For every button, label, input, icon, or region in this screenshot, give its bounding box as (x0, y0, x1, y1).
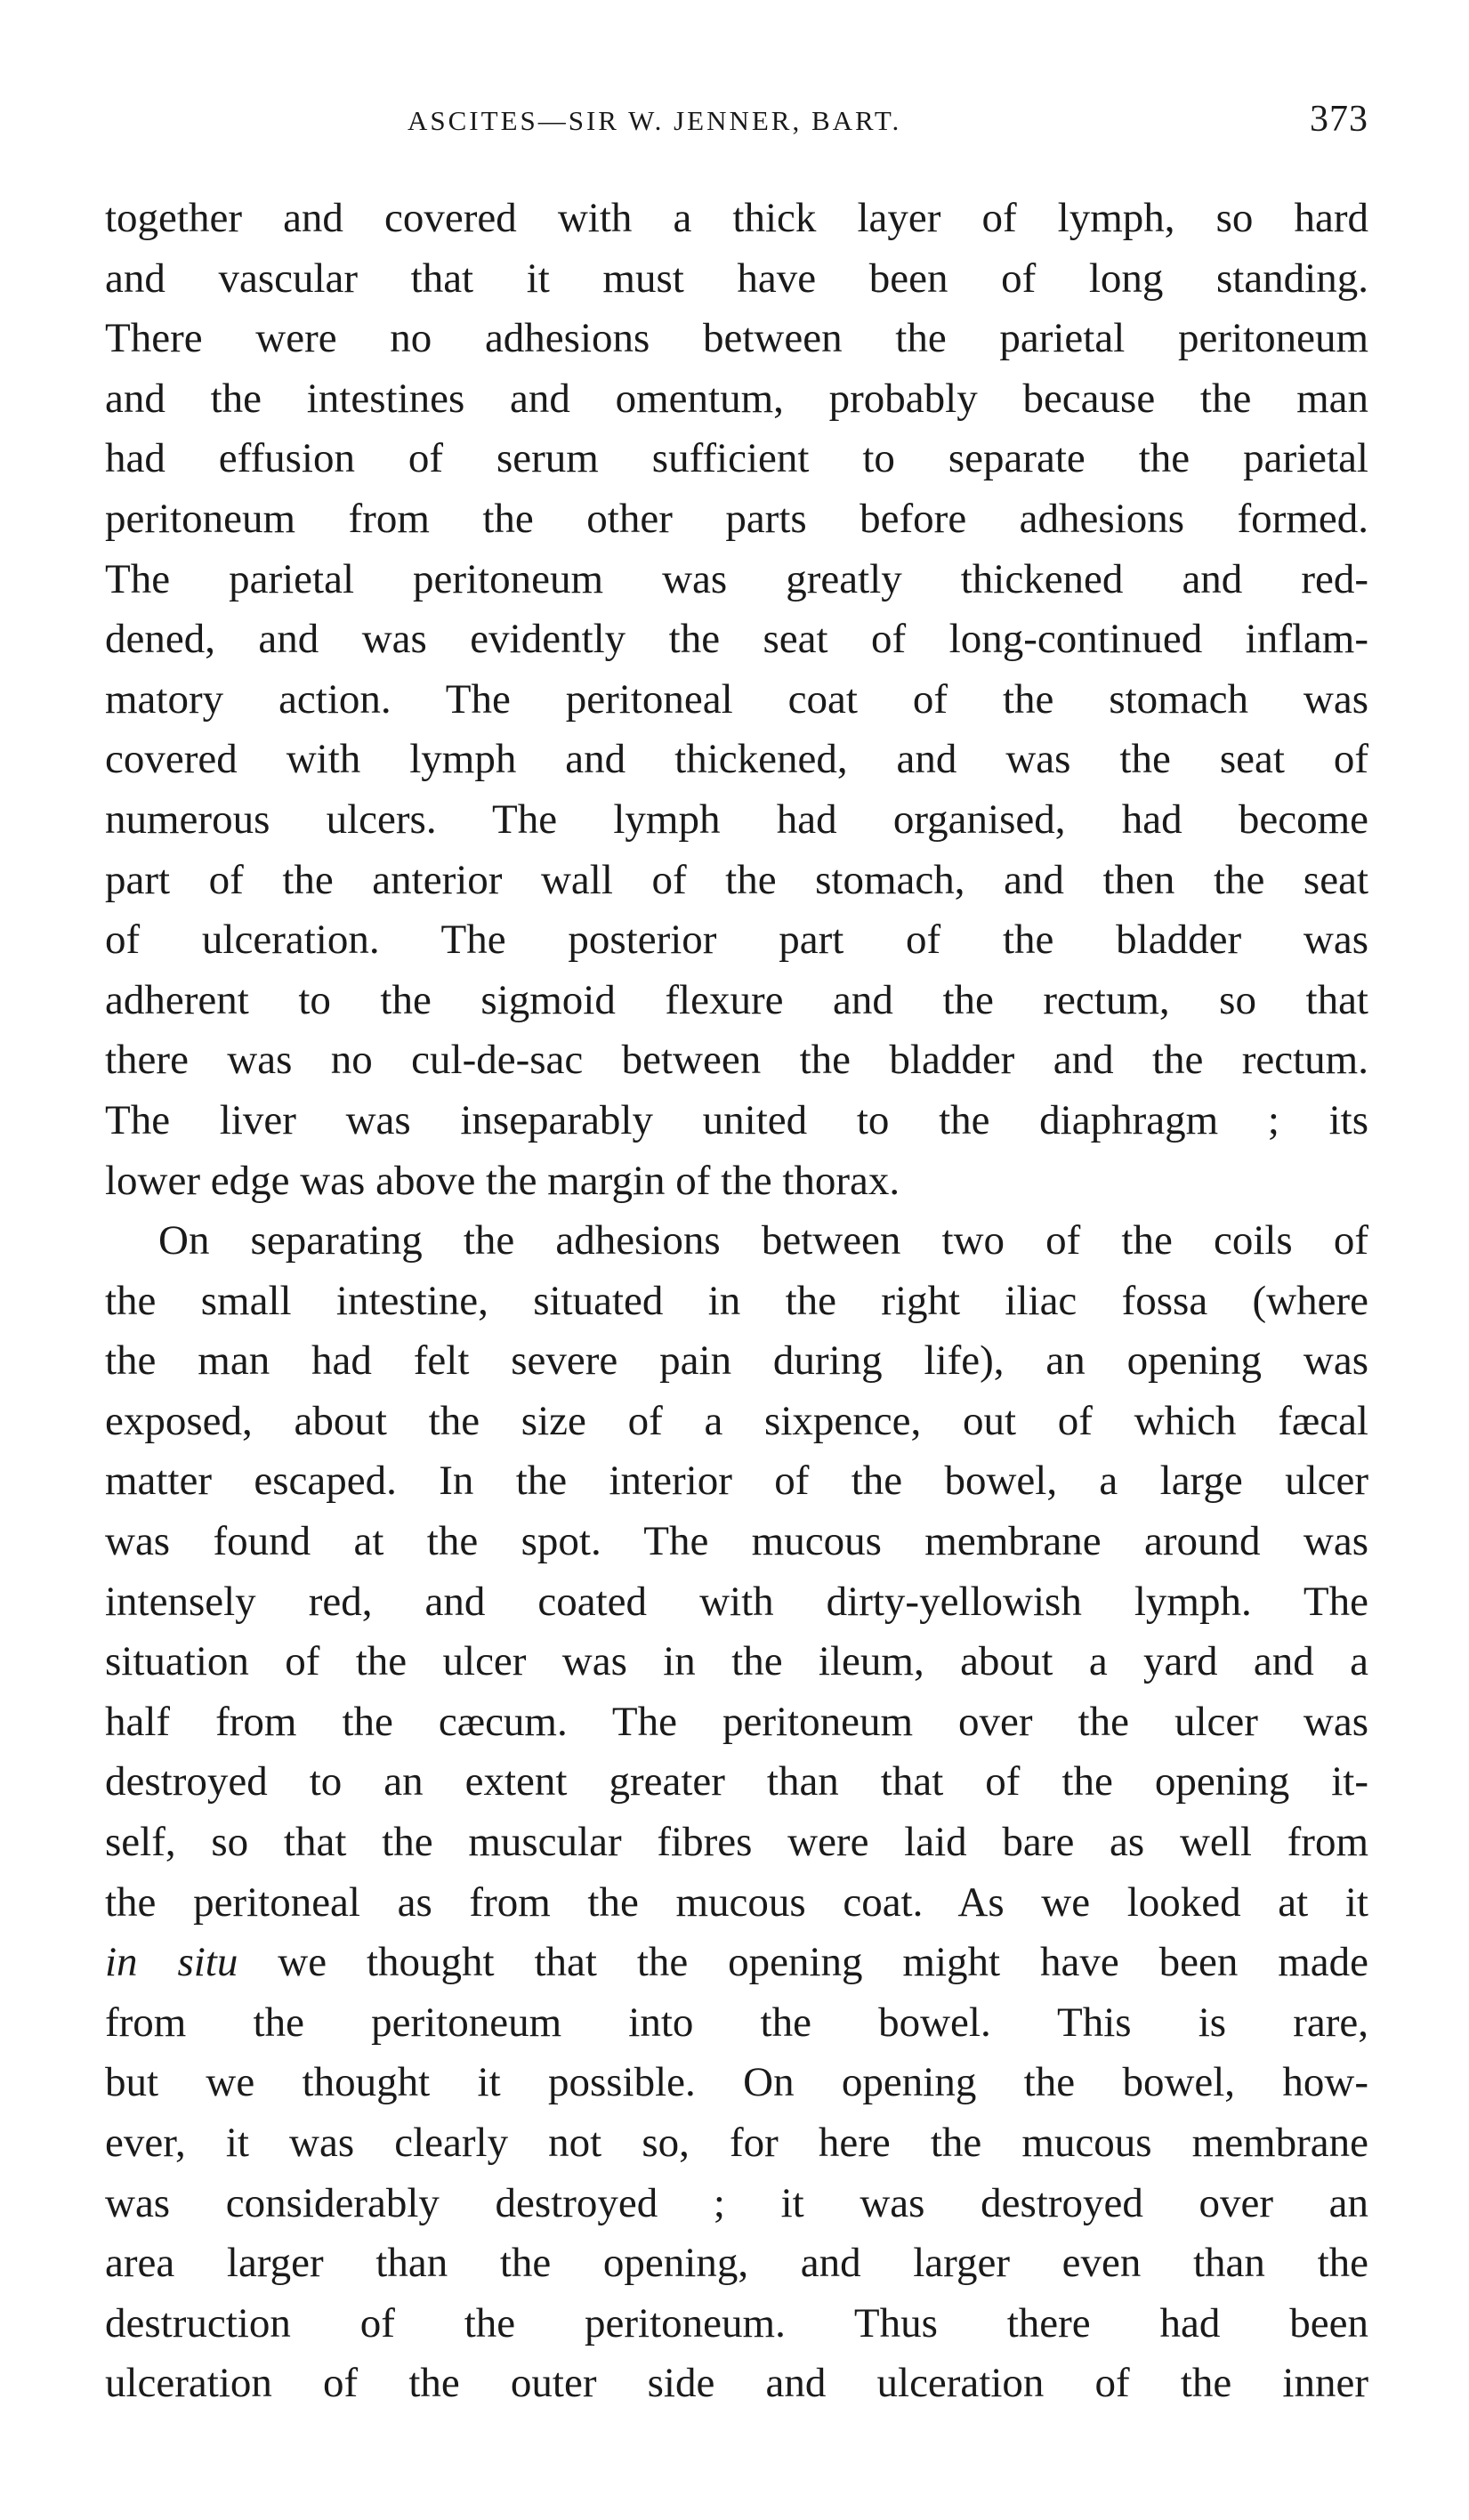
text-line: was considerably destroyed ; it was destroyed over an (105, 2179, 1368, 2226)
text-line: exposed, about the size of a sixpence, out of which fæcal (105, 1397, 1368, 1444)
text-line: self, so that the muscular fibres were laid bare as well from (105, 1819, 1368, 1866)
text-line: together and covered with a thick layer of lymph, so hard (105, 195, 1368, 241)
text-line: of ulceration. The posterior part of the bladder was (105, 917, 1368, 964)
body-text (105, 189, 1368, 2414)
text-line: peritoneum from the other parts before adhesions formed. (105, 495, 1368, 542)
text-line: intensely red, and coated with dirty-yellowish lymph. The (105, 1578, 1368, 1625)
text-line: lower edge was above the margin of the thorax. (105, 1157, 900, 1204)
text-line-rest: we thought that the opening might have been made (278, 1939, 1368, 1986)
text-line: had effusion of serum sufficient to separate the parietal (105, 435, 1368, 482)
text-line: dened, and was evidently the seat of long-continued inflam- (105, 616, 1368, 663)
text-line: adherent to the sigmoid flexure and the rectum, so that (105, 976, 1368, 1023)
text-line: There were no adhesions between the parietal peritoneum (105, 315, 1368, 362)
text-line: ever, it was clearly not so, for here the mucous membrane (105, 2120, 1368, 2166)
text-line: part of the anterior wall of the stomach, and then the seat (105, 856, 1368, 903)
running-head (105, 98, 1368, 151)
text-line: from the peritoneum into the bowel. This is rare, (105, 1999, 1368, 2046)
text-line: ulceration of the outer side and ulceration of the inner (105, 2360, 1368, 2407)
text-line: but we thought it possible. On opening the bowel, how- (105, 2059, 1368, 2106)
text-line: the small intestine, situated in the right iliac fossa (where (105, 1277, 1368, 1324)
text-line: numerous ulcers. The lymph had organised, had become (105, 796, 1368, 843)
text-line: The liver was inseparably united to the diaphragm ; its (105, 1096, 1368, 1143)
text-line: On separating the adhesions between two of the coils of (158, 1217, 1368, 1264)
text-line: there was no cul-de-sac between the bladder and the rectum. (105, 1037, 1368, 1084)
text-line: The parietal peritoneum was greatly thickened and red- (105, 555, 1368, 602)
text-line: and vascular that it must have been of long standing. (105, 254, 1368, 302)
text-line: situation of the ulcer was in the ileum, about a yard and a (105, 1638, 1368, 1685)
text-line: covered with lymph and thickened, and was the seat of (105, 736, 1368, 783)
page-number: 373 (1310, 99, 1368, 140)
paragraph (105, 189, 1368, 1211)
paragraph (105, 1211, 1368, 2414)
text-line: destruction of the peritoneum. Thus there had been (105, 2299, 1368, 2346)
text-line: destroyed to an extent greater than that of the opening it- (105, 1758, 1368, 1805)
text-line: was found at the spot. The mucous membrane around was (105, 1518, 1368, 1565)
text-line: and the intestines and omentum, probably because the man (105, 375, 1368, 422)
text-line: the man had felt severe pain during life), an opening was (105, 1337, 1368, 1385)
running-title: ASCITES—SIR W. JENNER, BART. (408, 105, 902, 136)
text-line: half from the cæcum. The peritoneum over the ulcer was (105, 1698, 1368, 1745)
text-line: matory action. The peritoneal coat of the stomach was (105, 675, 1368, 723)
text-line: matter escaped. In the interior of the bowel, a large ulcer (105, 1458, 1368, 1505)
text-line: area larger than the opening, and larger even than the (105, 2240, 1368, 2287)
italic-phrase: in situ (105, 1939, 238, 1986)
text-line: the peritoneal as from the mucous coat. As we looked at it (105, 1878, 1368, 1926)
text-line-with-italic (105, 1933, 1368, 1993)
